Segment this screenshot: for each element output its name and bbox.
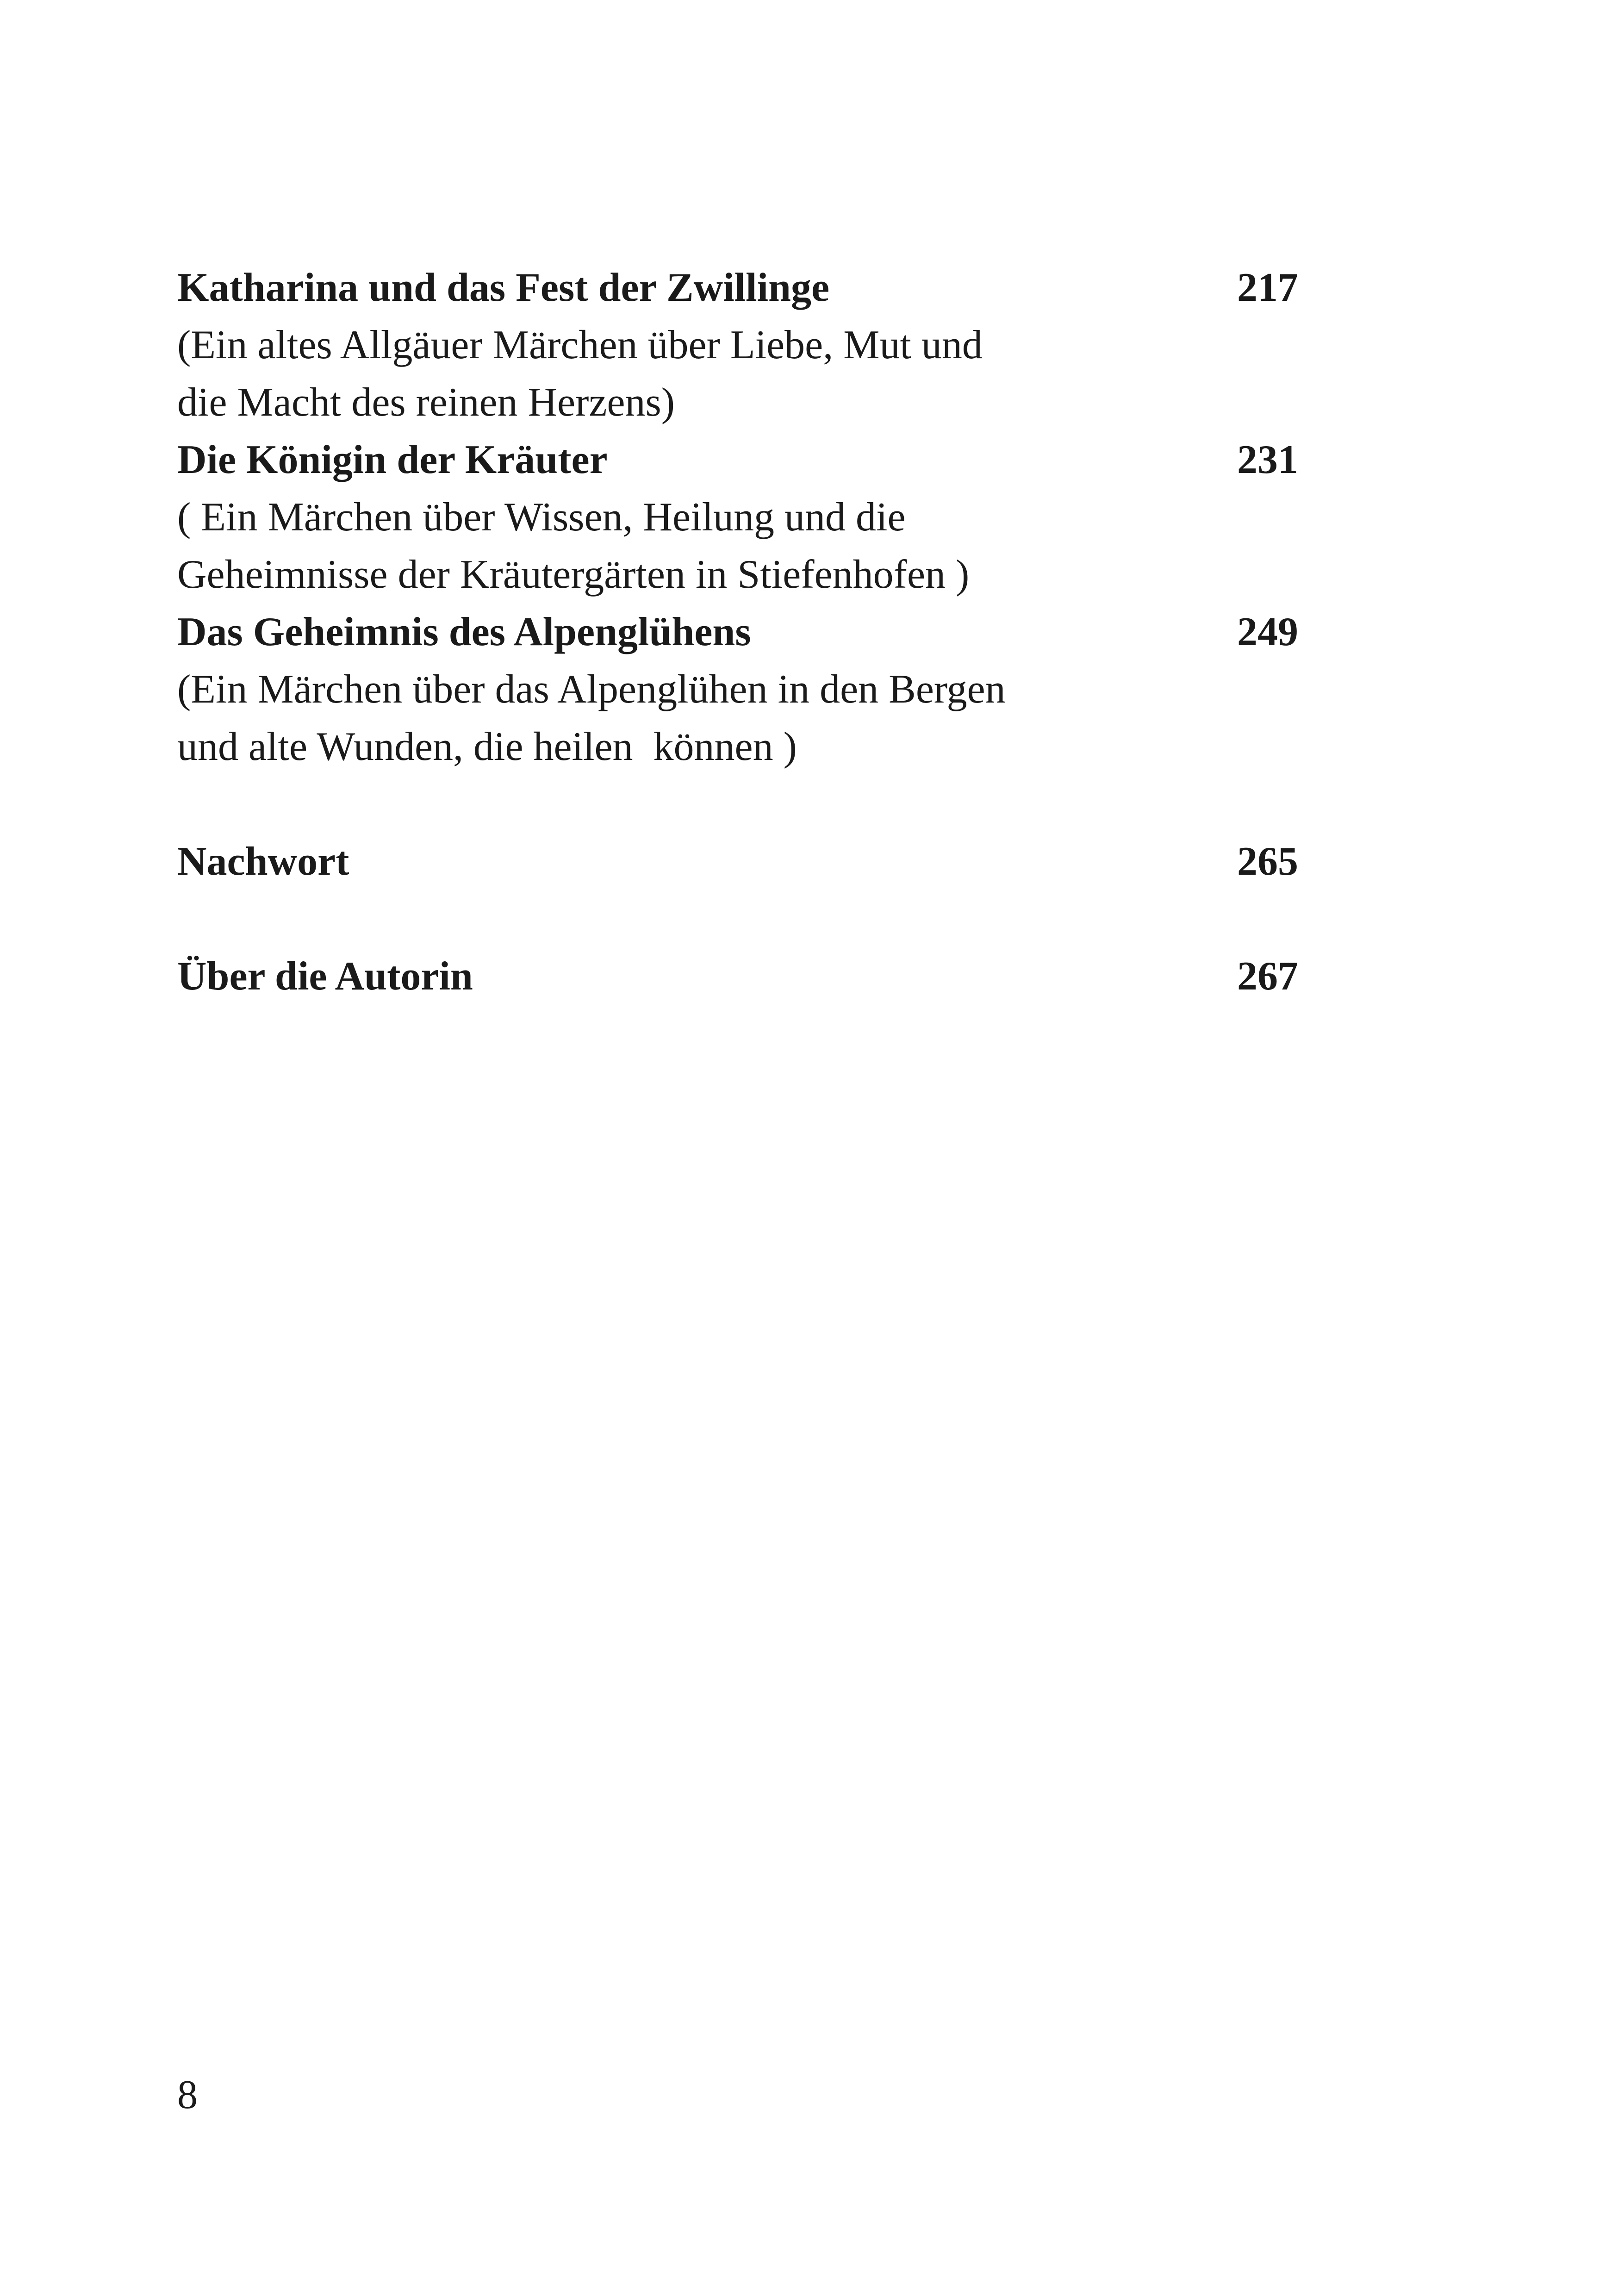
toc-entry-page-number: 231	[1237, 437, 1298, 482]
toc-entry-title: Über die Autorin	[177, 954, 473, 999]
toc-entry-title: Das Geheimnis des Alpenglühens	[177, 610, 751, 654]
toc-entry-page-number: 217	[1237, 265, 1298, 310]
toc-entry[interactable]	[177, 833, 1307, 890]
toc-entry-heading	[177, 604, 1307, 661]
toc-entry[interactable]	[177, 259, 1307, 431]
toc-entry-description-line: (Ein Märchen über das Alpenglühen in den Bergen	[177, 667, 1006, 712]
toc-entry-heading	[177, 833, 1307, 890]
toc-entry-title: Die Königin der Kräuter	[177, 437, 608, 482]
toc-entry-description-line: die Macht des reinen Herzens)	[177, 380, 675, 425]
toc-entry-heading	[177, 431, 1307, 489]
toc-entry-description-line: und alte Wunden, die heilen können )	[177, 724, 797, 769]
table-of-contents	[177, 259, 1307, 1005]
toc-spacer	[177, 890, 1307, 948]
toc-entry-description-line: (Ein altes Allgäuer Märchen über Liebe, Mut und	[177, 323, 983, 367]
toc-entry[interactable]	[177, 948, 1307, 1005]
toc-entry-title: Katharina und das Fest der Zwillinge	[177, 265, 830, 310]
toc-entry[interactable]	[177, 431, 1307, 604]
toc-spacer	[177, 776, 1307, 833]
toc-entry[interactable]	[177, 604, 1307, 776]
toc-entry-description-line: ( Ein Märchen über Wissen, Heilung und die	[177, 495, 906, 540]
toc-entry-description-line: Geheimnisse der Kräutergärten in Stiefenhofen )	[177, 552, 970, 597]
toc-entry-page-number: 249	[1237, 610, 1298, 654]
page-number-footer: 8	[177, 2072, 198, 2117]
toc-entry-heading	[177, 259, 1307, 317]
toc-entry-page-number: 267	[1237, 954, 1298, 999]
toc-entry-title: Nachwort	[177, 839, 349, 884]
toc-entry-heading	[177, 948, 1307, 1005]
toc-entry-page-number: 265	[1237, 839, 1298, 884]
